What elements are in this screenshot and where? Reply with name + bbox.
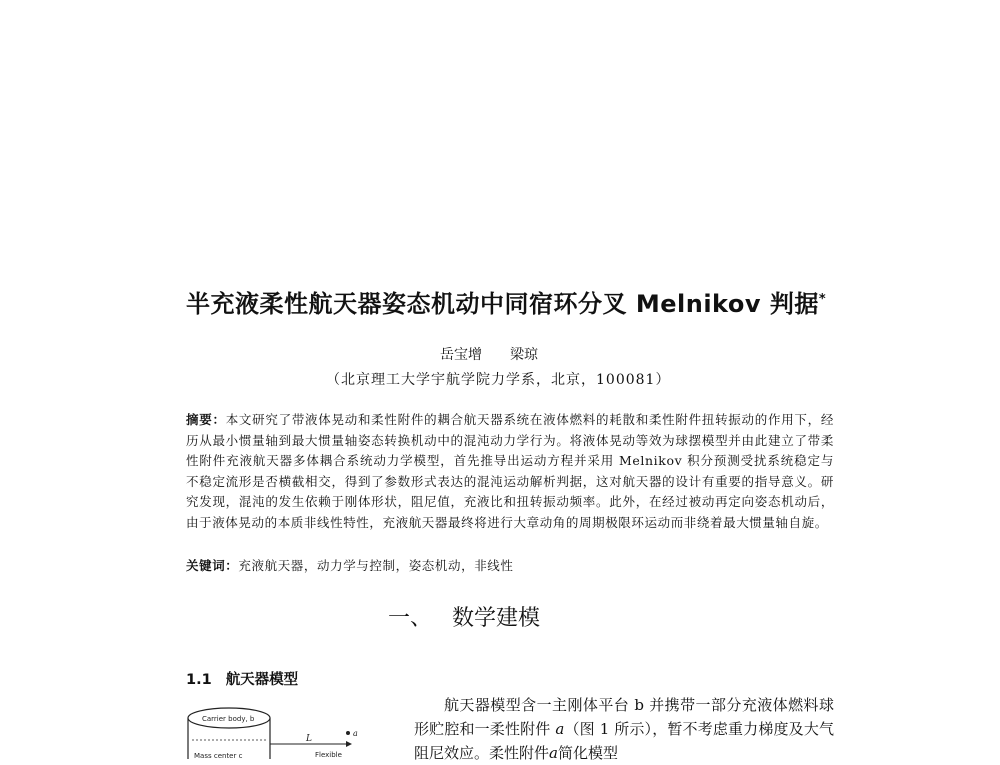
body-text-part-1: 航天器模型含一主刚体平台 b 并携带一部分充液体燃料球形贮腔和一柔性附件 <box>414 696 834 738</box>
fig-label-a: a <box>353 729 358 738</box>
body-variable-a-2: a <box>549 744 558 762</box>
abstract-label: 摘要： <box>186 412 226 427</box>
section-title: 数学建模 <box>452 606 541 631</box>
keywords <box>186 556 514 574</box>
fig-point-marker <box>346 731 350 735</box>
affiliation: （北京理工大学宇航学院力学系，北京，100081） <box>326 372 671 388</box>
subsection-heading <box>186 668 298 689</box>
figure-1-spacecraft-model <box>180 700 380 759</box>
title-footnote-mark: * <box>818 292 827 307</box>
author-1: 岳宝增 <box>440 347 482 363</box>
body-text-part-2: （图 1 所示），暂不考虑重力梯度及大气阻尼效应。柔性附件 <box>414 720 834 762</box>
fig-label-carrier-body: Carrier body, b <box>202 715 255 723</box>
abstract <box>186 410 834 533</box>
keywords-label: 关键词： <box>186 558 239 573</box>
author-line <box>440 344 538 364</box>
body-paragraph <box>414 693 834 765</box>
keywords-text: 充液航天器，动力学与控制，姿态机动，非线性 <box>238 558 514 573</box>
section-number: 一、 <box>388 606 433 631</box>
paper-title <box>186 284 846 319</box>
fig-label-mass-center: Mass center c <box>194 752 243 759</box>
beam-arrowhead-icon <box>346 741 352 747</box>
body-variable-a: a <box>555 720 565 738</box>
subsection-number: 1.1 <box>186 672 212 688</box>
title-text: 半充液柔性航天器姿态机动中同宿环分叉 Melnikov 判据 <box>186 290 819 318</box>
fig-label-flexible: Flexible <box>315 751 342 759</box>
abstract-text: 本文研究了带液体晃动和柔性附件的耦合航天器系统在液体燃料的耗散和柔性附件扭转振动的作用下，经历从最小惯量轴到最大惯量轴姿态转换机动中的混沌动力学行为。将液体晃动等效为球摆模型并由此建立了带柔性附件充液航天器多体耦合系统动力学模型，首先推导出运动方程并采用 Melnikov 积分预测受扰系统稳定与不稳定流形是否横截相交，得到了参数形式表达的混沌运动解析判据，这对航天器的设计有重要的指导意义。研究发现，混沌的发生依赖于刚体形状，阻尼值，充液比和扭转振动频率。此外，在经过被动再定向姿态机动后，由于液体晃动的本质非线性特性，充液航天器最终将进行大章动角的周期极限环运动而非绕着最大惯量轴自旋。 <box>186 412 834 530</box>
subsection-title: 航天器模型 <box>225 672 299 688</box>
body-text-part-3: 简化模型 <box>557 744 618 762</box>
section-heading <box>388 601 540 632</box>
body-text <box>414 693 834 765</box>
fig-label-L: L <box>306 734 312 744</box>
author-2: 梁琼 <box>510 347 538 363</box>
